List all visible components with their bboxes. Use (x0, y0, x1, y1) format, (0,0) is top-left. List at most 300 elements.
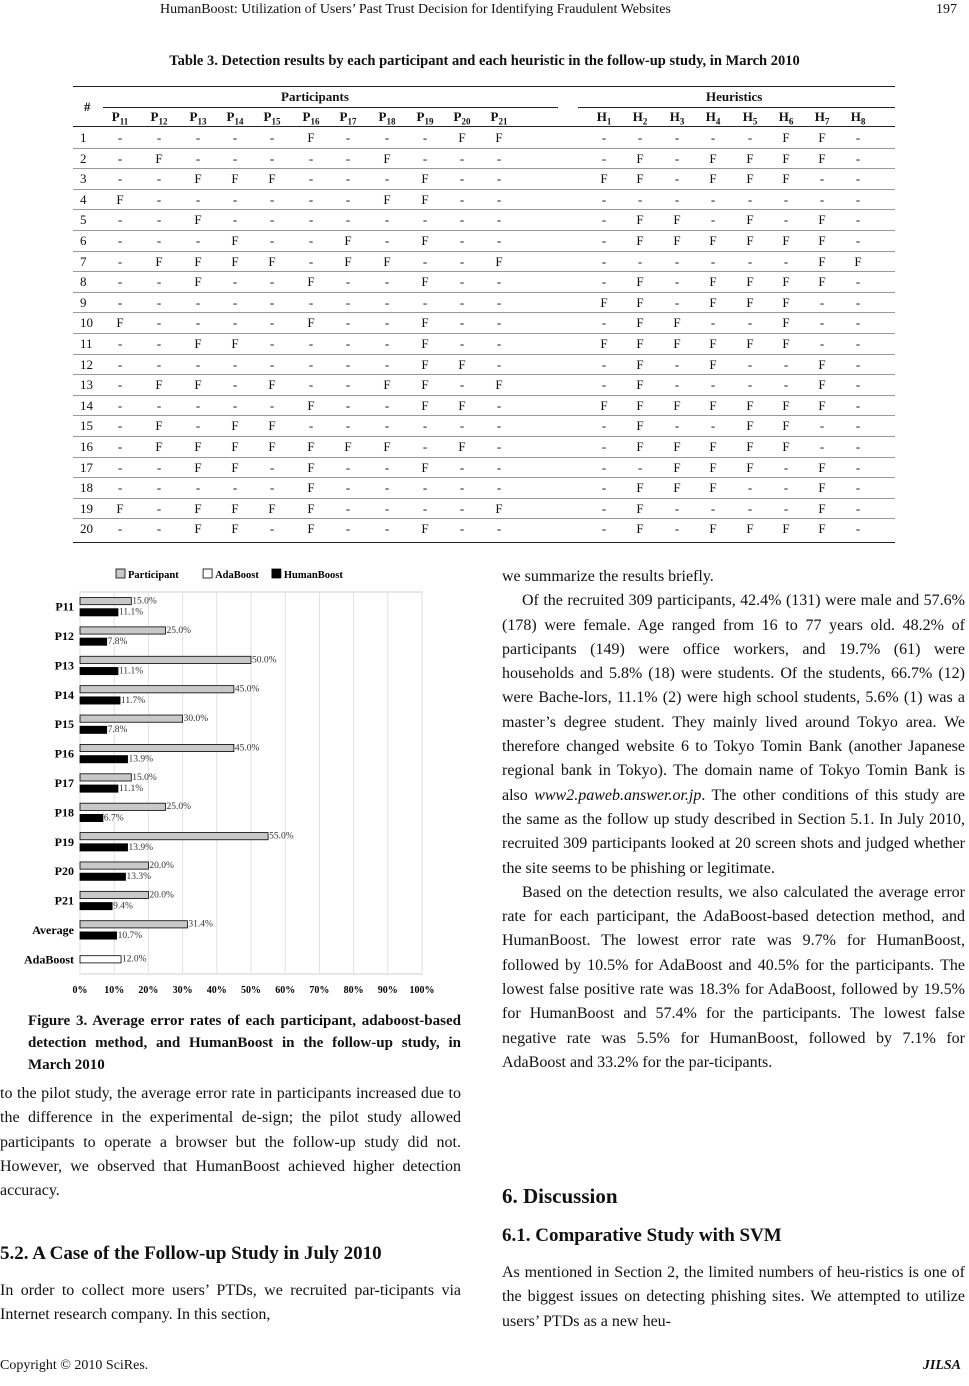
participant-cell: - (156, 521, 162, 537)
x-tick-label: 60% (275, 985, 296, 996)
participant-cell: - (117, 253, 123, 269)
heuristic-cell: F (636, 480, 644, 496)
heuristics-header: Heuristics (706, 89, 763, 104)
participant-cell: F (307, 274, 315, 290)
participant-cell: F (268, 500, 276, 516)
row-number: 14 (80, 397, 93, 413)
heuristic-cell: - (710, 212, 716, 228)
participant-cell: - (308, 233, 314, 248)
participant-cell: - (422, 480, 428, 496)
heuristic-cell: - (783, 377, 789, 393)
row-number: 8 (80, 274, 87, 290)
participant-cell: F (155, 253, 163, 269)
row-number: 17 (80, 459, 93, 475)
participant-cell: F (421, 336, 429, 351)
heuristic-cell: - (710, 130, 716, 145)
participant-cell: - (384, 480, 390, 496)
participant-cell: - (269, 397, 275, 413)
data-label: 11.1% (118, 607, 144, 618)
participant-cell: - (345, 480, 351, 496)
heuristic-cell: - (637, 191, 643, 207)
participant-cell: - (345, 212, 351, 228)
row-number: 2 (80, 150, 87, 166)
heuristic-cell: - (710, 253, 716, 269)
participant-cell: - (156, 397, 162, 413)
participant-cell: F (495, 377, 503, 393)
heuristic-cell: F (636, 500, 644, 516)
left-column-paragraph-1 (0, 1082, 461, 1203)
heuristic-cell: - (783, 253, 789, 269)
participant-cell: - (269, 521, 275, 537)
participant-cell: F (421, 171, 429, 187)
column-header-p20: $P_{20}$ (453, 109, 471, 127)
bar-humanboost (80, 697, 120, 704)
x-tick-label: 80% (343, 985, 364, 996)
heuristic-cell: - (819, 171, 825, 187)
page-number: 197 (936, 2, 957, 17)
bar-humanboost (80, 638, 107, 645)
participant-cell: - (308, 336, 314, 351)
participant-cell: - (156, 274, 162, 290)
column-header-p15: $P_{15}$ (263, 109, 281, 127)
heuristic-cell: F (673, 459, 681, 475)
bar-humanboost (80, 667, 118, 674)
participant-cell: - (269, 130, 275, 145)
row-number: 16 (80, 439, 93, 454)
participant-cell: - (422, 294, 428, 310)
heuristic-cell: F (782, 336, 790, 351)
participant-cell: - (496, 294, 502, 310)
participant-cell: F (421, 191, 429, 207)
participant-cell: - (496, 233, 502, 248)
heuristic-cell: F (709, 439, 717, 454)
bar-humanboost (80, 932, 117, 939)
participant-cell: - (156, 130, 162, 145)
heuristic-cell: F (636, 439, 644, 454)
participants-header: Participants (281, 89, 349, 104)
participant-cell: - (269, 212, 275, 228)
heuristic-cell: - (674, 150, 680, 166)
heuristic-cell: F (709, 521, 717, 537)
domain-url: www2.paweb.answer.or.jp (534, 786, 702, 804)
footer-journal: JILSA (922, 1358, 961, 1373)
heuristic-cell: - (601, 418, 607, 434)
participant-cell: - (156, 191, 162, 207)
row-separator (73, 498, 895, 499)
heuristic-cell: F (709, 274, 717, 290)
heuristic-cell: - (855, 397, 861, 413)
category-label: P11 (55, 599, 74, 614)
row-separator (73, 436, 895, 437)
heuristic-cell: - (783, 480, 789, 496)
column-header-h6: $H_6$ (778, 109, 794, 127)
participant-cell: - (345, 150, 351, 166)
heuristic-cell: F (782, 439, 790, 454)
column-header-p13: $P_{13}$ (189, 109, 207, 127)
heuristic-cell: F (854, 253, 862, 269)
category-label: P12 (54, 629, 74, 644)
heuristic-cell: F (636, 418, 644, 434)
row-number: 12 (80, 356, 93, 372)
table-caption: Table 3. Detection results by each participant and each heuristic in the follow-up study, in March 2010 (169, 53, 800, 69)
legend-swatch (203, 569, 212, 578)
right-para-1: we summarize the results briefly. (502, 568, 714, 585)
participant-cell: - (195, 356, 201, 372)
heuristic-cell: - (601, 274, 607, 290)
participant-cell: F (231, 439, 239, 454)
heuristic-cell: F (746, 397, 754, 413)
heuristic-cell: F (636, 233, 644, 248)
participant-cell: F (194, 274, 202, 290)
heuristic-cell: - (601, 480, 607, 496)
right-para-2 (502, 589, 965, 881)
row-number: 5 (80, 212, 87, 228)
participant-cell: F (116, 191, 124, 207)
row-separator (73, 251, 895, 252)
heuristic-cell: F (673, 212, 681, 228)
heuristic-cell: - (601, 191, 607, 207)
participant-cell: F (155, 418, 163, 434)
participant-cell: F (458, 397, 466, 413)
participant-cell: - (308, 212, 314, 228)
bar-participant (80, 833, 268, 840)
participant-cell: - (384, 336, 390, 351)
heuristic-cell: F (746, 212, 754, 228)
heuristic-cell: - (855, 521, 861, 537)
heuristic-cell: - (674, 521, 680, 537)
participant-cell: - (496, 480, 502, 496)
participant-cell: - (459, 500, 465, 516)
heuristic-cell: - (855, 356, 861, 372)
heuristic-cell: - (637, 130, 643, 145)
participant-cell: - (496, 150, 502, 166)
participant-cell: F (383, 377, 391, 393)
participant-cell: F (307, 459, 315, 475)
participant-cell: - (195, 130, 201, 145)
participant-cell: - (345, 397, 351, 413)
participant-cell: F (344, 233, 352, 248)
participant-cell: F (458, 439, 466, 454)
legend-entry: AdaBoost (215, 570, 259, 581)
heuristic-cell: - (674, 171, 680, 187)
right-para-4: As mentioned in Section 2, the limited numbers of heu-ristics is one of the biggest issues on detecting phishing sites. We attempted to utilize users’ PTDs as a new heu- (502, 1264, 965, 1330)
participant-cell: - (156, 356, 162, 372)
right-para-2-text-a: Of the recruited 309 participants, 42.4% (131) were male and 57.6% (178) were female. Age ranged from 16 to 77 years old. 48.2% of participants (149) were office workers, and 19.7% (61) were households and 5.8% (18) were students. Of the students, 66.7% (12) were Bache-lors, 11.1% (2) were high school students, 5.6% (1) was a master’s degree student. They mainly lived around Tokyo area. We therefore changed website 6 to Tokyo Tomin Bank (another Japanese regional bank in Tokyo). The domain name of Tokyo Tomin Bank is also (502, 592, 965, 804)
right-para-3: Based on the detection results, we also calculated the average error rate for each participant, the AdaBoost-based detection method, and HumanBoost. The lowest error rate was 9.7% for HumanBoost, followed by 10.5% for AdaBoost and 40.5% for the participants. The lowest false positive rate was 18.3% for AdaBoost, followed by 19.5% for HumanBoost and 57.4% for the participants. The lowest false negative rate was 5.5% for HumanBoost, followed by 7.1% for AdaBoost and 33.2% for the par-ticipants. (502, 883, 965, 1071)
column-header-h2: $H_2$ (632, 109, 648, 127)
table-top-rule (73, 86, 895, 87)
participant-cell: - (496, 274, 502, 290)
heuristic-cell: F (636, 397, 644, 413)
x-tick-label: 10% (104, 985, 125, 996)
heuristic-cell: - (855, 459, 861, 475)
heuristic-cell: F (818, 397, 826, 413)
column-header-h7: $H_7$ (814, 109, 830, 127)
participant-cell: F (194, 439, 202, 454)
heuristic-cell: F (818, 274, 826, 290)
participant-cell: - (117, 480, 123, 496)
participant-cell: - (195, 397, 201, 413)
heuristic-cell: - (855, 294, 861, 310)
participant-cell: F (194, 171, 202, 187)
column-header-p14: $P_{14}$ (226, 109, 244, 127)
row-number-header: # (84, 99, 91, 114)
participant-cell: F (307, 480, 315, 496)
heuristic-cell: F (746, 336, 754, 351)
heuristic-cell: F (782, 171, 790, 187)
column-header-p18: $P_{18}$ (378, 109, 396, 127)
participant-cell: - (422, 150, 428, 166)
participant-cell: - (496, 459, 502, 475)
heuristic-cell: - (855, 439, 861, 454)
heuristic-cell: F (600, 171, 608, 187)
heuristic-cell: F (818, 150, 826, 166)
participant-cell: - (459, 521, 465, 537)
participant-cell: F (344, 253, 352, 269)
heuristic-cell: F (600, 294, 608, 310)
heuristic-cell: F (818, 356, 826, 372)
participant-cell: F (194, 521, 202, 537)
participant-cell: - (232, 191, 238, 207)
participant-cell: - (195, 315, 201, 331)
heuristic-cell: - (601, 377, 607, 393)
participant-cell: - (345, 521, 351, 537)
participant-cell: - (117, 459, 123, 475)
participant-cell: - (156, 315, 162, 331)
heuristic-cell: - (710, 500, 716, 516)
participant-cell: - (345, 315, 351, 331)
heuristic-cell: - (747, 130, 753, 145)
heuristic-cell: F (673, 480, 681, 496)
participant-cell: F (495, 253, 503, 269)
participant-cell: - (496, 212, 502, 228)
heuristic-cell: - (601, 233, 607, 248)
heuristic-cell: F (709, 459, 717, 475)
heuristic-cell: - (855, 150, 861, 166)
heuristic-cell: - (855, 233, 861, 248)
participant-cell: - (232, 397, 238, 413)
heuristic-cell: F (673, 315, 681, 331)
participant-cell: - (345, 274, 351, 290)
heuristic-cell: F (818, 521, 826, 537)
participant-cell: - (269, 336, 275, 351)
row-number: 20 (80, 521, 93, 537)
participant-cell: - (384, 274, 390, 290)
heuristic-cell: - (819, 294, 825, 310)
participant-cell: - (117, 294, 123, 310)
participant-cell: F (421, 315, 429, 331)
heuristic-cell: - (674, 500, 680, 516)
x-tick-label: 40% (206, 985, 227, 996)
participant-cell: F (383, 150, 391, 166)
legend-entry: Participant (128, 570, 179, 581)
participant-cell: - (384, 294, 390, 310)
participant-cell: - (384, 130, 390, 145)
heuristic-cell: - (674, 274, 680, 290)
participant-cell: F (307, 397, 315, 413)
bar-adaboost (80, 956, 121, 963)
heuristic-cell: - (601, 253, 607, 269)
participant-cell: - (269, 315, 275, 331)
heuristic-cell: - (637, 253, 643, 269)
heuristic-cell: - (747, 500, 753, 516)
heuristic-cell: - (855, 500, 861, 516)
participant-cell: - (117, 356, 123, 372)
x-tick-label: 70% (309, 985, 330, 996)
participant-cell: - (269, 356, 275, 372)
heuristic-cell: - (747, 315, 753, 331)
error-rate-bar-chart (8, 558, 468, 998)
data-label: 6.7% (103, 813, 124, 824)
row-separator (73, 415, 895, 416)
heuristic-cell: - (601, 150, 607, 166)
participant-cell: - (117, 171, 123, 187)
bar-participant (80, 803, 166, 810)
participant-cell: F (155, 150, 163, 166)
heuristic-cell: - (710, 418, 716, 434)
heuristic-cell: F (673, 439, 681, 454)
column-header-p17: $P_{17}$ (339, 109, 357, 127)
heuristic-cell: - (601, 212, 607, 228)
heuristic-cell: - (855, 171, 861, 187)
heuristic-cell: - (855, 315, 861, 331)
heuristic-cell: - (783, 356, 789, 372)
participant-cell: F (231, 233, 239, 248)
participant-cell: - (269, 459, 275, 475)
participant-cell: - (345, 377, 351, 393)
heuristic-cell: F (782, 294, 790, 310)
data-label: 45.0% (234, 684, 260, 695)
participant-cell: F (194, 212, 202, 228)
row-number: 18 (80, 480, 93, 496)
data-label: 11.1% (118, 784, 144, 794)
heuristic-cell: - (855, 130, 861, 145)
participant-cell: F (194, 500, 202, 516)
participant-cell: - (459, 233, 465, 248)
row-number: 3 (80, 171, 87, 187)
data-label: 20.0% (149, 860, 174, 871)
heuristic-cell: - (783, 191, 789, 207)
participant-cell: - (459, 459, 465, 475)
heuristic-cell: - (747, 480, 753, 496)
heuristic-cell: F (636, 336, 644, 351)
heuristic-cell: F (709, 356, 717, 372)
heuristic-cell: - (674, 418, 680, 434)
participant-cell: - (345, 294, 351, 310)
participant-cell: - (345, 191, 351, 207)
heuristic-cell: - (819, 418, 825, 434)
participant-cell: - (308, 418, 314, 434)
bar-humanboost (80, 844, 128, 851)
heuristic-cell: - (855, 274, 861, 290)
section-heading-6: 6. Discussion (502, 1184, 618, 1208)
participant-cell: - (345, 130, 351, 145)
heuristics-group-rule (578, 107, 895, 108)
data-label: 7.8% (107, 725, 128, 736)
left-para-2: In order to collect more users’ PTDs, we recruited par-ticipants via Internet research company. In this section, (0, 1282, 461, 1324)
participant-cell: - (384, 171, 390, 187)
participant-cell: - (459, 480, 465, 496)
row-separator (73, 477, 895, 478)
participant-cell: - (269, 480, 275, 496)
participant-cell: - (195, 191, 201, 207)
heuristic-cell: - (674, 191, 680, 207)
data-label: 13.9% (128, 842, 154, 853)
row-separator (73, 189, 895, 190)
column-header-p16: $P_{16}$ (302, 109, 320, 127)
participant-cell: - (195, 233, 201, 248)
heuristic-cell: F (673, 233, 681, 248)
row-separator (73, 168, 895, 169)
participant-cell: F (116, 315, 124, 331)
bar-participant (80, 921, 187, 928)
row-number: 4 (80, 191, 87, 207)
participant-cell: F (495, 500, 503, 516)
participant-cell: - (308, 171, 314, 187)
heuristic-cell: F (818, 233, 826, 248)
participant-cell: - (117, 521, 123, 537)
participant-cell: - (117, 377, 123, 393)
heuristic-cell: F (673, 397, 681, 413)
participant-cell: F (307, 521, 315, 537)
participant-cell: - (345, 356, 351, 372)
column-header-p21: $P_{21}$ (490, 109, 508, 127)
heuristic-cell: F (818, 500, 826, 516)
heuristic-cell: - (674, 356, 680, 372)
legend-swatch (272, 569, 281, 578)
row-number: 7 (80, 253, 87, 269)
bar-humanboost (80, 814, 103, 821)
bar-participant (80, 891, 148, 898)
heuristic-cell: F (709, 171, 717, 187)
data-label: 15.0% (132, 596, 157, 607)
heuristic-cell: F (782, 315, 790, 331)
data-label: 20.0% (149, 890, 174, 901)
x-tick-label: 50% (241, 985, 261, 996)
participant-cell: - (156, 294, 162, 310)
participant-cell: - (384, 459, 390, 475)
participant-cell: F (231, 459, 239, 475)
heuristic-cell: - (747, 377, 753, 393)
bar-participant (80, 774, 131, 781)
participant-cell: F (268, 253, 276, 269)
participant-cell: - (496, 336, 502, 351)
heuristic-cell: F (600, 397, 608, 413)
participant-cell: - (345, 336, 351, 351)
heuristic-cell: - (855, 336, 861, 351)
participant-cell: - (384, 397, 390, 413)
row-separator (73, 374, 895, 375)
results-table (73, 82, 895, 544)
heuristic-cell: F (636, 212, 644, 228)
x-tick-label: 20% (138, 985, 159, 996)
participant-cell: - (195, 150, 201, 166)
participant-cell: - (345, 459, 351, 475)
participant-cell: F (155, 439, 163, 454)
heuristic-cell: - (710, 191, 716, 207)
participant-cell: - (195, 418, 201, 434)
participant-cell: F (194, 459, 202, 475)
data-label: 25.0% (166, 625, 192, 636)
participant-cell: F (231, 521, 239, 537)
participant-cell: - (308, 377, 314, 393)
participant-cell: - (459, 377, 465, 393)
participant-cell: - (117, 336, 123, 351)
table-bottom-rule (73, 542, 895, 543)
row-number: 13 (80, 377, 93, 393)
heuristic-cell: - (601, 356, 607, 372)
data-label: 13.9% (128, 754, 154, 765)
